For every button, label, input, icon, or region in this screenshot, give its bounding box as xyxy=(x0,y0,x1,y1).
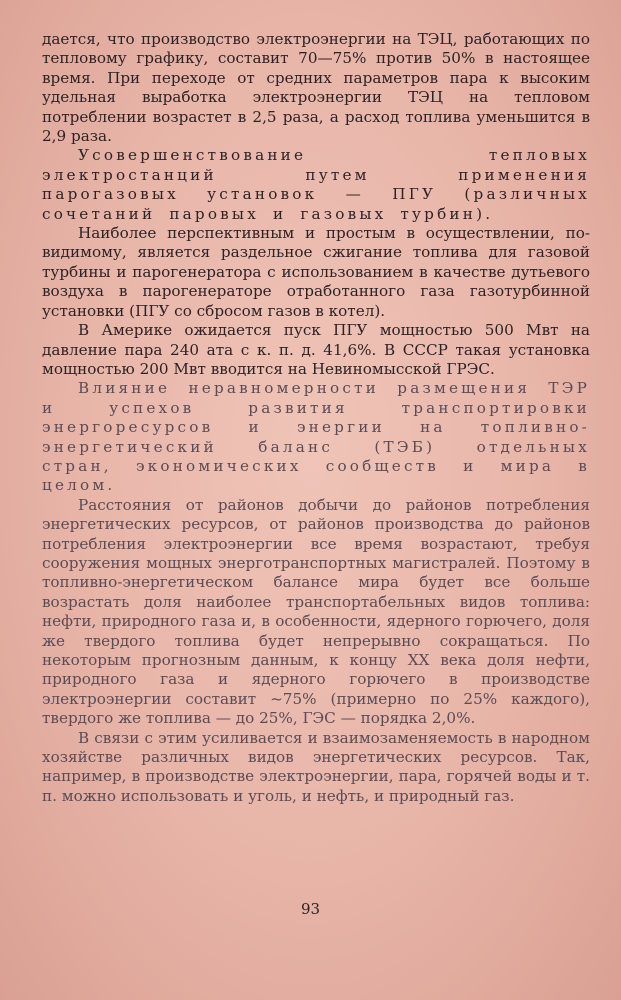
paragraph-pgu-examples: В Америке ожидается пуск ПГУ мощностью 500 Мвт на давление пара 240 ата с к. п. д. 41,6%. В СССР такая установка мощностью 200 Мвт вводится на Невиномысской ГРЭС. xyxy=(42,321,590,378)
paragraph-continuation: дается, что производство электроэнергии на ТЭЦ, работающих по тепловому графику, составит 70—75% против 50% в настоящее время. При переходе от средних параметров пара к высоким удельная выработка электроэнергии ТЭЦ на тепловом потреблении возрастет в 2,5 раза, а расход топлива уменьшится в 2,9 раза. xyxy=(42,30,590,146)
paragraph-transport-distances: Расстояния от районов добычи до районов потребления энергетических ресурсов, от районов производства до районов потребления электроэнергии все время возрастают, требуя сооружения мощных энерготранспортных магистралей. Поэтому в топливно-энергетическом балансе мира будет все больше возрастать доля наиболее транспортабельных видов топлива: нефти, природного газа и, в особенности, ядерного горючего, доля же твердого топлива будет непрерывно сокращаться. По некоторым прогнозным данным, к концу XX века доля нефти, природного газа и ядерного горючего в производстве электроэнергии составит ~75% (примерно по 25% каждого), твердого же топлива — до 25%, ГЭС — порядка 2,0%. xyxy=(42,495,590,728)
section-heading-teb: Влияние неравномерности размещения ТЭР и успехов развития транспортировки энергоресурсов и энергии на топливно-энергетический баланс (ТЭБ) отдельных стран, экономических сообществ и мира в целом. xyxy=(42,379,590,495)
paragraph-interchangeability: В связи с этим усиливается и взаимозаменяемость в народном хозяйстве различных видов энергетических ресурсов. Так, например, в производстве электроэнергии, пара, горячей воды и т. п. можно использовать и уголь, и нефть, и природный газ. xyxy=(42,728,590,805)
page-number: 93 xyxy=(300,900,321,918)
section-heading-pgu: Усовершенствование тепловых электростанций путем применения парогазовых установок — ПГУ (различных сочетаний паровых и газовых турбин). xyxy=(42,146,590,223)
paragraph-pgu-description: Наиболее перспективным и простым в осуществлении, по-видимому, является раздельное сжигание топлива для газовой турбины и парогенератора с использованием в качестве дутьевого воздуха в парогенераторе отработанного газа газотурбинной установки (ПГУ со сбросом газов в котел). xyxy=(42,224,590,320)
page-text xyxy=(42,30,590,806)
